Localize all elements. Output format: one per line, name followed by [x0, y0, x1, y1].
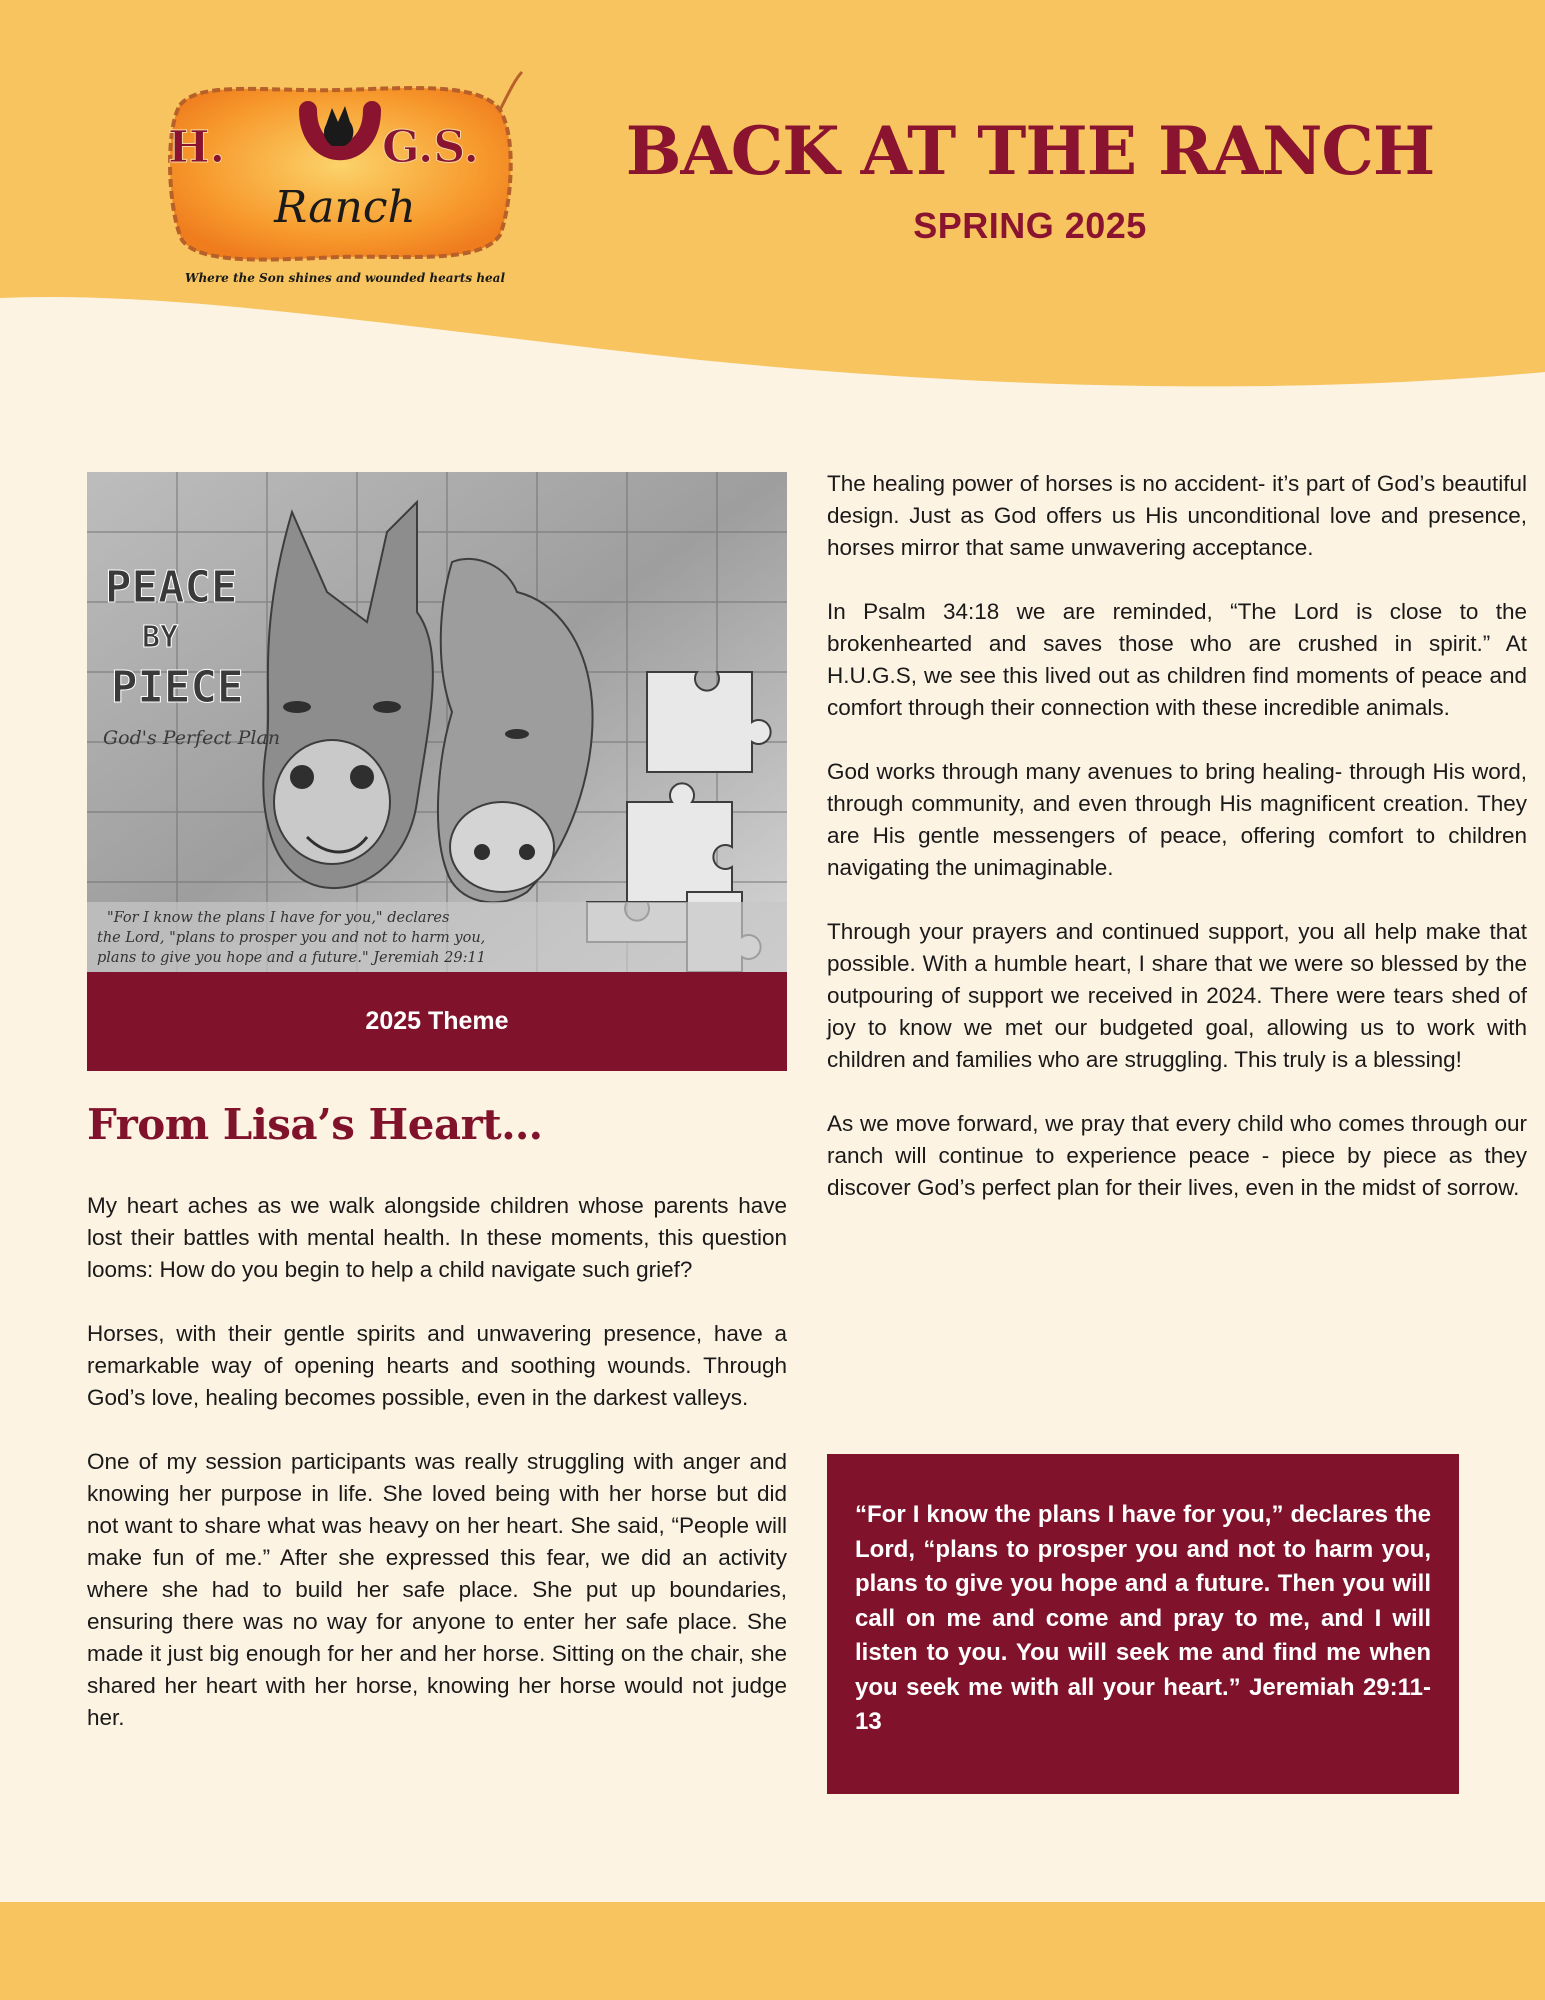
article-paragraph: One of my session participants was really struggling with anger and knowing her purpose in life. She loved being with her horse but did not want to share what was heavy on her heart. She said, “People will make fun of me.” After she expressed this fear, we did an activity where she had to build her safe place. She put up boundaries, ensuring there was no way for anyone to enter her safe place. She made it just big enough for her and her horse. Sitting on the chair, she shared her heart with her horse, knowing her horse would not judge her.	[87, 1449, 787, 1730]
theme-title-line-3: PIECE	[111, 662, 244, 713]
hugs-ranch-logo	[160, 70, 530, 290]
scripture-quote-box	[827, 1454, 1459, 1794]
theme-caption: 2025 Theme	[87, 972, 787, 1071]
theme-verse-line-2: the Lord, "plans to prosper you and not to harm you,	[97, 930, 486, 946]
theme-title-line-2: BY	[142, 620, 179, 655]
theme-illustration	[87, 472, 787, 972]
masthead-subtitle: SPRING 2025	[913, 205, 1147, 246]
theme-verse-line-1: "For I know the plans I have for you," declares	[107, 910, 450, 926]
article-paragraph: Horses, with their gentle spirits and unwavering presence, have a remarkable way of opening hearts and soothing wounds. Through God’s love, healing becomes possible, even in the darkest valleys.	[87, 1321, 787, 1410]
article-paragraph: Through your prayers and continued support, you all help make that possible. With a humble heart, I share that we were so blessed by the outpouring of support we received in 2024. There were tears shed of joy to know we met our budgeted goal, allowing us to work with children and families who are struggling. This truly is a blessing!	[827, 919, 1527, 1072]
scripture-quote-text: “For I know the plans I have for you,” declares the Lord, “plans to prosper you and not to harm you, plans to give you hope and a future. Then you will call on me and come and pray to me, and I will listen to you. You will seek me and find me when you seek me with all your heart.” Jeremiah 29:11-13	[855, 1501, 1431, 1735]
article-right-column	[827, 468, 1527, 1236]
article-left-column	[87, 1190, 787, 1766]
theme-subtitle: God's Perfect Plan	[103, 727, 281, 749]
masthead-title: BACK AT THE RANCH	[625, 112, 1435, 190]
article-heading: From Lisa’s Heart…	[87, 1100, 543, 1149]
logo-right-letters: G.S.	[382, 122, 479, 173]
logo-subtitle: Ranch	[274, 182, 416, 233]
theme-title-line-1: PEACE	[105, 562, 238, 613]
footer-band	[0, 1902, 1545, 2000]
article-paragraph: As we move forward, we pray that every child who comes through our ranch will continue to experience peace - piece by piece as they discover God’s perfect plan for their lives, even in the midst of sorrow.	[827, 1111, 1527, 1200]
article-paragraph: The healing power of horses is no accident- it’s part of God’s beautiful design. Just as God offers us His unconditional love and presence, horses mirror that same unwavering acceptance.	[827, 471, 1527, 560]
theme-verse-line-3: plans to give you hope and a future." Jeremiah 29:11	[97, 950, 486, 966]
logo-left-letters: H.	[168, 122, 225, 173]
article-paragraph: My heart aches as we walk alongside children whose parents have lost their battles with mental health. In these moments, this question looms: How do you begin to help a child navigate such grief?	[87, 1193, 787, 1282]
article-paragraph: In Psalm 34:18 we are reminded, “The Lord is close to the brokenhearted and saves those who are crushed in spirit.” At H.U.G.S, we see this lived out as children find moments of peace and comfort through their connection with these incredible animals.	[827, 599, 1527, 720]
logo-tagline: Where the Son shines and wounded hearts heal	[184, 271, 506, 285]
article-paragraph: God works through many avenues to bring healing- through His word, through community, and even through His magnificent creation. They are His gentle messengers of peace, offering comfort to children navigating the unimaginable.	[827, 759, 1527, 880]
